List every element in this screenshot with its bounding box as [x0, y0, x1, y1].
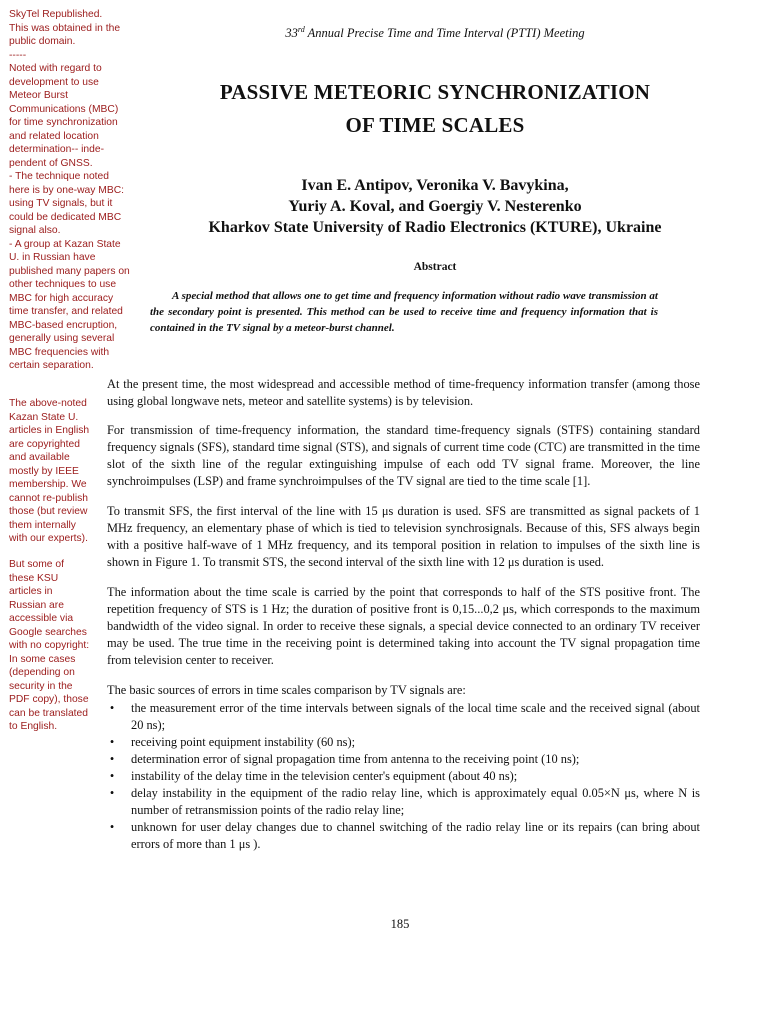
paper-title-line-1: PASSIVE METEORIC SYNCHRONIZATION [219, 80, 651, 104]
sidebar-note-russian-articles [9, 558, 107, 734]
abstract-text: A special method that allows one to get time and frequency information without radio wave transmission at the secondary point is presented. This method can be used to receive time and frequency information that is contained in the TV signal by a meteor-burst channel. [150, 290, 658, 334]
list-item [107, 768, 700, 785]
authors-line-1: Ivan E. Antipov, Veronika V. Bavykina, [301, 177, 569, 194]
bullet-icon: • [109, 820, 115, 834]
paragraph-2: For transmission of time-frequency information, the standard time-frequency signals (STFS) containing standard frequency signals (SFS), standard time signal (STS), and signals of current time code (CTC) are transmitted in the time slot of the sixth line of the regular extinguishing impulse of each odd TV signal frame. Moreover, the line synchroimpulses (LSP) and frame synchroimpulses of the TV signal are tied to the time scale [1]. [107, 423, 700, 488]
paper-title-line-2: OF TIME SCALES [345, 113, 525, 137]
sidebar-note-text: But some of these KSU articles in Russian are accessible via Google searches with no copyright: In some cases (depending on security in the PDF copy), those can be translated to English. [9, 559, 90, 732]
list-item [107, 734, 700, 751]
list-item-text: delay instability in the equipment of the radio relay line, which is approximately equal 0.05×N μs, where N is number of retransmission points of the radio relay line; [131, 786, 700, 817]
bullet-icon: • [109, 786, 115, 800]
error-sources-list [107, 700, 700, 853]
paragraph-5: The basic sources of errors in time scales comparison by TV signals are: [107, 683, 466, 697]
abstract-heading: Abstract [413, 261, 457, 273]
bullet-icon: • [109, 735, 115, 749]
bullet-icon: • [109, 769, 115, 783]
list-item-text: instability of the delay time in the television center's equipment (about 40 ns); [131, 769, 518, 783]
header-ordinal: rd [297, 25, 305, 34]
sidebar-note-republished [9, 8, 149, 373]
page-number: 185 [390, 917, 410, 931]
list-item-text: the measurement error of the time intervals between signals of the local time scale and the received signal (about 20 ns); [131, 701, 700, 732]
list-item-text: receiving point equipment instability (60 ns); [131, 735, 356, 749]
header-number: 33 [285, 26, 298, 41]
list-item [107, 751, 700, 768]
body-text [107, 376, 700, 853]
list-item-text: unknown for user delay changes due to channel switching of the radio relay line or its repairs (can bring about errors of more than 1 μs ). [131, 820, 700, 851]
sidebar-note-text: SkyTel Republished. This was obtained in the public domain. ----- Noted with regard to development to use Meteor Burst Communications (MBC) for time synchronization and related location determination-- inde- pendent of GNSS. - The technique noted here is by one-way MBC: using TV signals, but it could be dedicated MBC signal also. - A group at Kazan State U. in Russian have published many papers on other techniques to use MBC for high accuracy time transfer, and related MBC-based encruption, generally using several MBC frequencies with certain separation. [9, 9, 130, 371]
list-item [107, 700, 700, 734]
list-item [107, 819, 700, 853]
sidebar-note-text: The above-noted Kazan State U. articles in English are copyrighted and available mostly by IEEE membership. We cannot re-publish those (but review them internally with our experts). [9, 398, 90, 544]
paper-title [150, 76, 720, 142]
authors-line-2: Yuriy A. Koval, and Goergiy V. Nesterenko [288, 198, 582, 215]
author-affiliation: Kharkov State University of Radio Electronics (KTURE), Ukraine [208, 219, 662, 236]
paragraph-3: To transmit SFS, the first interval of the line with 15 μs duration is used. SFS are transmitted as signal packets of 1 MHz frequency, an elementary phase of which is tied to television synchrosignals. Because of this, SFS always begin with a positive half-wave of 1 MHz frequency, and its temporal position in relation to impulses of the sixth line is shown in Figure 1. To transmit STS, the second interval of the sixth line with 12 μs duration is used. [107, 504, 700, 569]
bullet-icon: • [109, 701, 115, 715]
sidebar-note-kazan-copyright [9, 397, 107, 546]
paragraph-1: At the present time, the most widespread and accessible method of time-frequency information transfer (among those using global longwave nets, meteor and satellite systems) is by television. [107, 377, 700, 408]
header-meeting-name: Annual Precise Time and Time Interval (PTTI) Meeting [304, 26, 585, 41]
bullet-icon: • [109, 752, 115, 766]
author-block [150, 175, 720, 238]
running-header [150, 25, 720, 41]
list-item [107, 785, 700, 819]
list-item-text: determination error of signal propagation time from antenna to the receiving point (10 ns); [131, 752, 580, 766]
paragraph-4: The information about the time scale is carried by the point that corresponds to half of the STS positive front. The repetition frequency of STS is 1 Hz; the duration of positive front is 0,15...0,2 μs, which corresponds to the maximum bandwidth of the video signal. In order to receive these signals, a special device connected to an ordinary TV receiver may be used. The true time in the receiving point is determined taking into account the TV signal propagation time from television center to receiver. [107, 585, 700, 667]
